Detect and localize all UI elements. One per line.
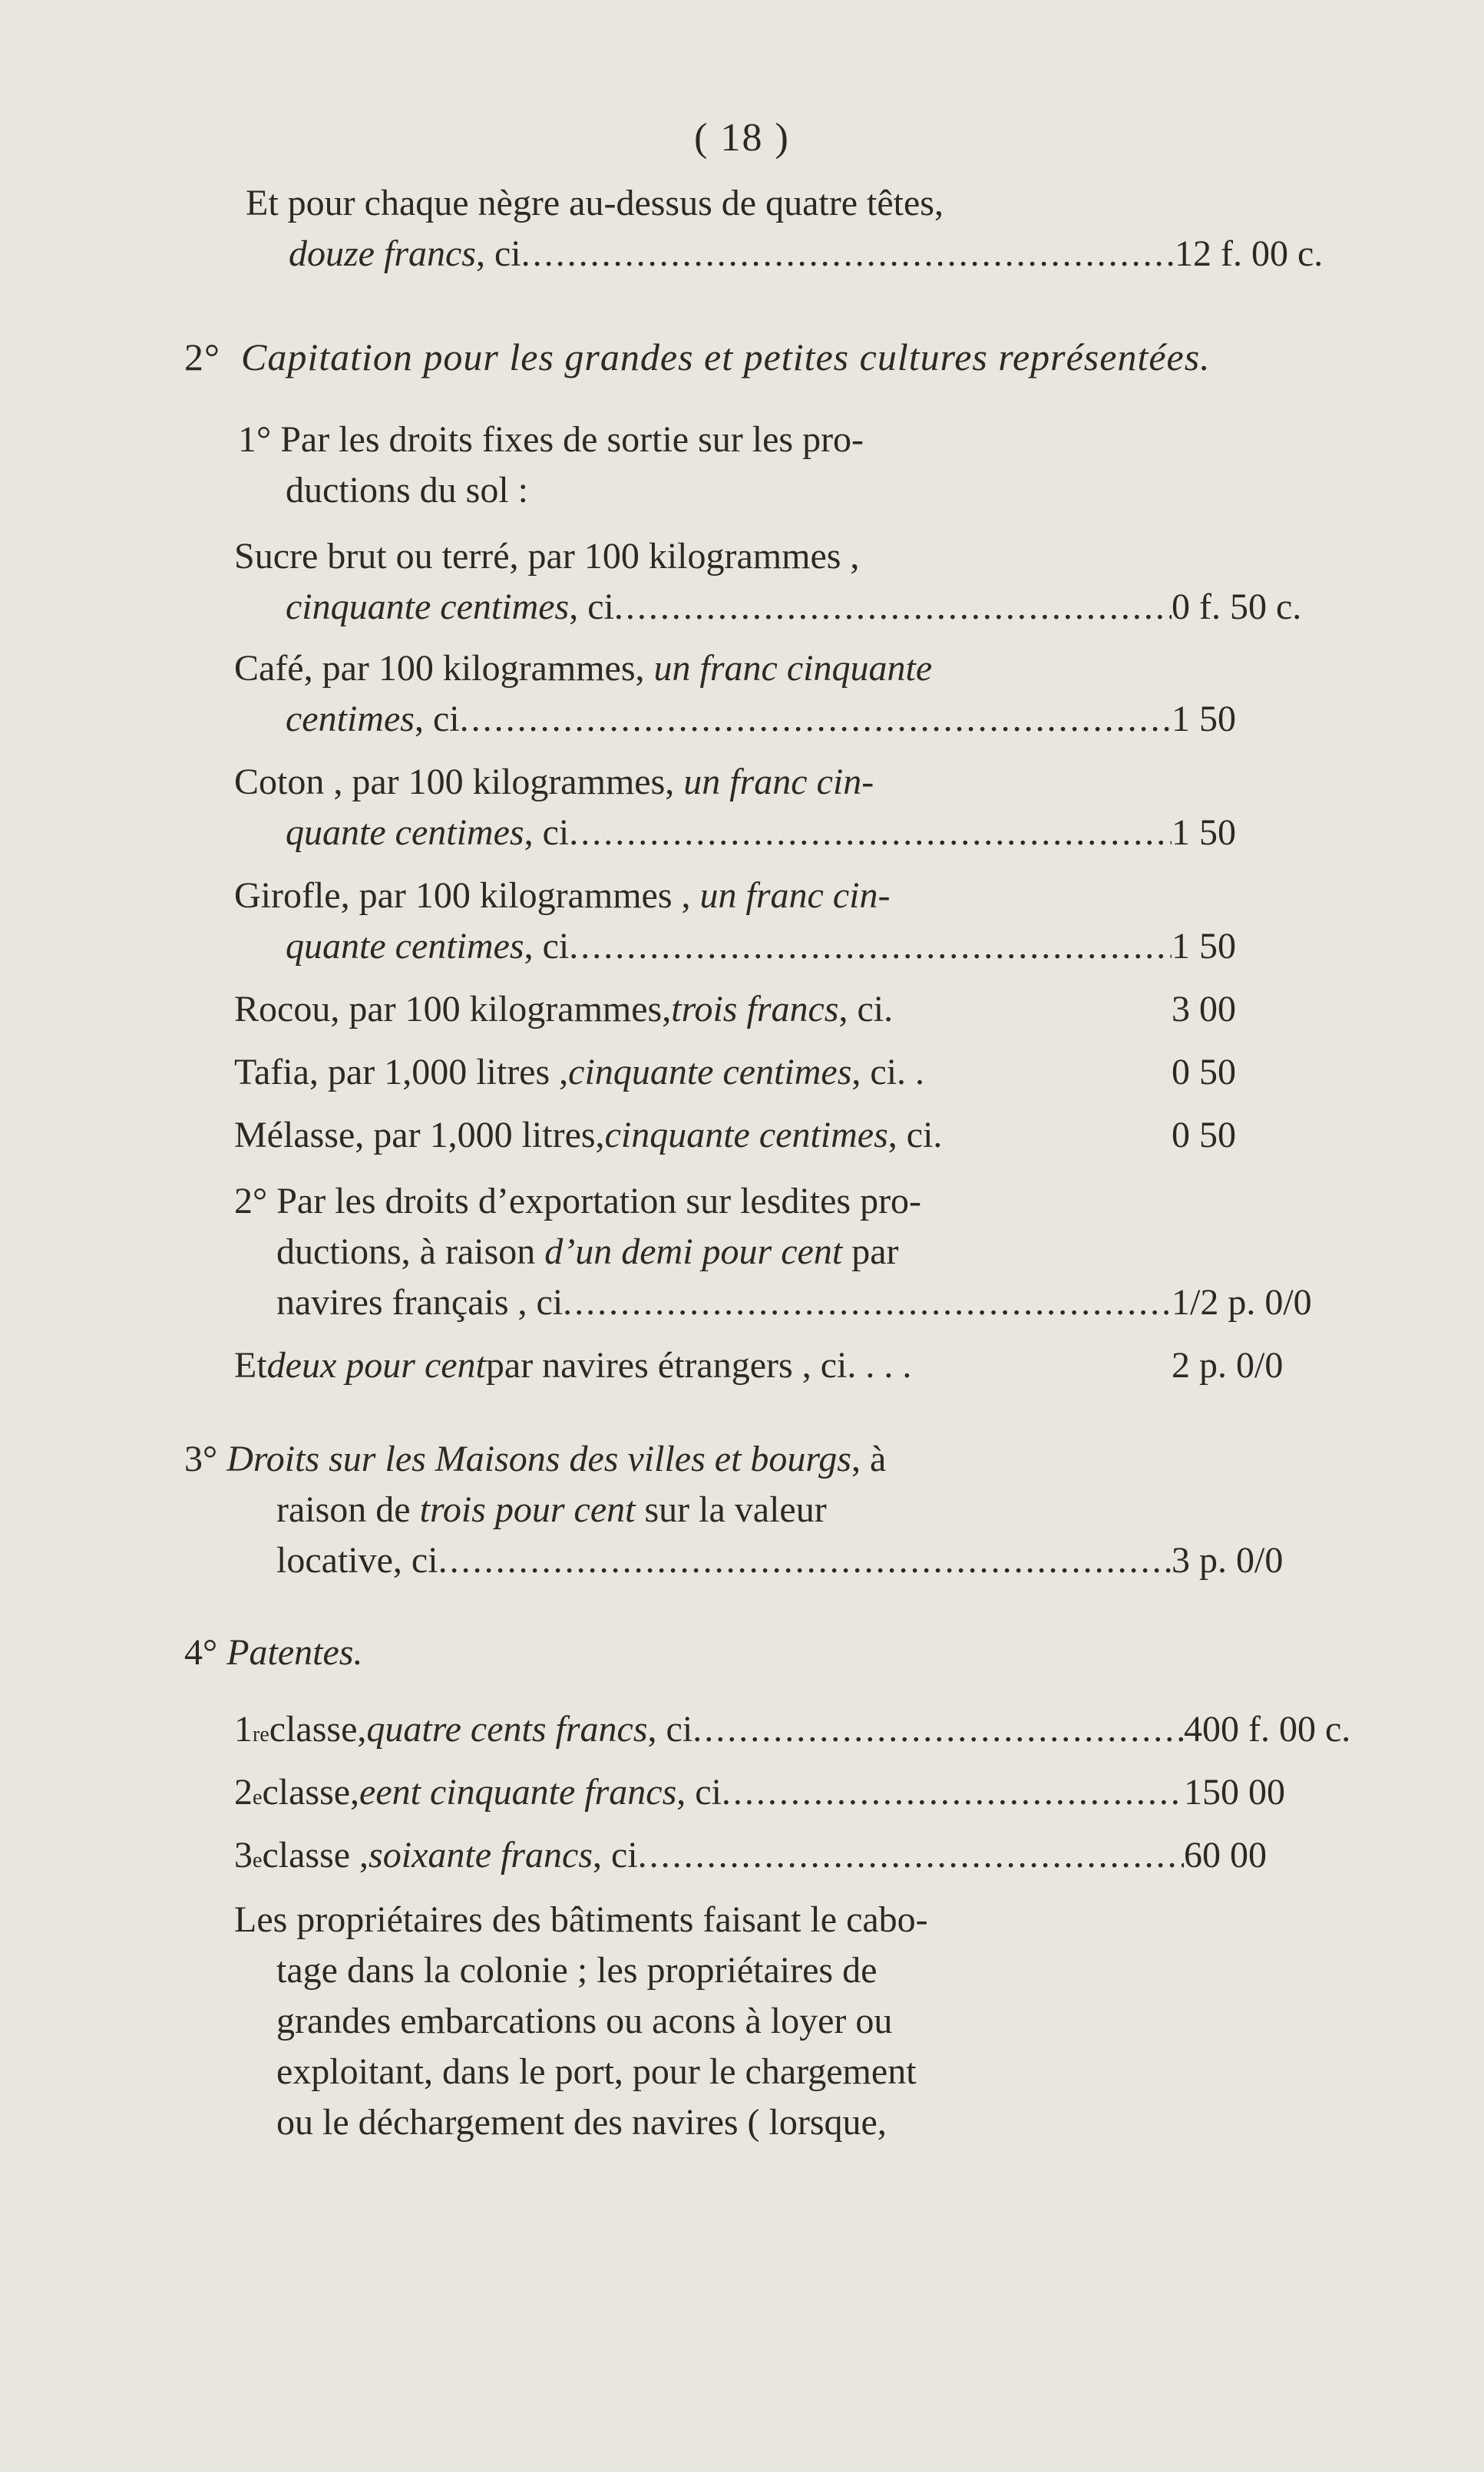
intro-line-1: Et pour chaque nègre au-dessus de quatre têtes, [246,183,944,223]
sub-2-line-2 [276,1227,898,1277]
sub-2-italic: deux pour cent [266,1345,486,1386]
item-cafe-line-1 [234,643,932,694]
item-coton-line-2 [286,808,1414,858]
intro-italic: douze francs [289,233,476,274]
item-italic: un franc cin- [699,875,891,916]
leader-dots [460,694,1172,745]
class-text: classe, [262,1772,360,1813]
item-girofle-line-2 [286,921,1414,972]
item-text: Coton , par 100 kilogrammes, [234,762,684,802]
section-3-line-1 [184,1434,886,1485]
item-rest: , ci [524,812,570,853]
section-3-text: locative, ci [276,1540,438,1581]
sub-2-text: Et [234,1345,267,1386]
class-text: , ci [676,1772,722,1813]
closing-line-3: grandes embarcations ou acons à loyer ou [276,2001,893,2041]
section-4-number: 4° [184,1632,218,1673]
item-italic: cinquante centimes [604,1115,888,1155]
item-amount: 0 f. 50 c. [1172,587,1302,627]
sub-2-line-3 [276,1277,1414,1328]
closing-line-1: Les propriétaires des bâtiments faisant le cabo- [234,1899,928,1940]
item-italic: un franc cin- [683,762,874,802]
item-text: Girofle, par 100 kilogrammes , [234,875,700,916]
section-4-heading [184,1628,362,1678]
section-2-heading [184,332,1211,382]
intro-amount: 12 f. 00 c. [1175,233,1324,274]
item-italic: un franc cinquante [653,648,933,689]
section-3-italic: trois pour cent [419,1489,636,1530]
item-amount: 0 50 [1172,1115,1236,1155]
class-text: , ci [593,1835,638,1875]
sub-2-amount: 1/2 p. 0/0 [1172,1282,1312,1323]
sub-1-line-1: 1° Par les droits fixes de sortie sur les pro- [238,419,864,460]
section-3-text: , à [851,1439,887,1479]
item-italic: quante centimes [286,926,524,967]
leader-dots [438,1535,1172,1586]
item-amount: 1 50 [1172,812,1236,853]
item-amount: 1 50 [1172,926,1236,967]
class-amount: 60 00 [1184,1835,1267,1875]
section-4-title: Patentes. [226,1632,363,1673]
item-text: Café, par 100 kilogrammes, [234,648,654,689]
class-text: classe , [262,1835,369,1875]
leader-dots [692,1704,1184,1755]
intro-rest: , ci [475,233,521,274]
class-1-row: 1 re classe, quatre cents francs , ci ..... 400 f. 00 c. [234,1704,1414,1755]
item-amount: 0 50 [1172,1052,1236,1092]
class-number: 2 [234,1772,253,1813]
section-3-amount: 3 p. 0/0 [1172,1540,1284,1581]
class-text: classe, [269,1709,367,1750]
section-3-number: 3° [184,1439,218,1479]
intro-line-2 [289,229,1417,279]
class-amount: 150 00 [1184,1772,1285,1813]
class-amount: 400 f. 00 c. [1184,1709,1351,1750]
section-2-number: 2° [184,335,220,378]
item-rest: , ci [569,587,614,627]
section-3-line-3 [276,1535,1414,1586]
item-amount: 1 50 [1172,699,1236,739]
sub-2-italic: d’un demi pour cent [544,1231,843,1272]
class-text: , ci [647,1709,693,1750]
leader-dots [563,1277,1172,1328]
class-3-row: 3 e classe , soixante francs , ci ..... 60 00 [234,1830,1414,1881]
section-3-line-2 [276,1485,827,1535]
item-cafe-line-2 [286,694,1414,745]
item-rest: , ci [414,699,460,739]
class-number: 1 [234,1709,253,1750]
item-italic: centimes [286,699,415,739]
item-italic: trois francs [671,989,839,1029]
item-text: Rocou, par 100 kilogrammes, [234,989,672,1029]
sub-2-amount: 2 p. 0/0 [1172,1345,1284,1386]
leader-dots [722,1767,1184,1818]
sub-1-line-2: ductions du sol : [286,470,529,511]
closing-line-4: exploitant, dans le port, pour le chargement [276,2051,917,2092]
class-number: 3 [234,1835,253,1875]
sub-2-line-1: 2° Par les droits d’exportation sur lesdites pro- [234,1181,922,1221]
class-2-row: 2 e classe, eent cinquante francs , ci ..... 150 00 [234,1767,1414,1818]
item-rest: , ci [524,926,570,967]
item-sucre-line-2 [286,582,1414,633]
sub-2-text: navires français , ci [276,1282,564,1323]
class-italic: soixante francs [369,1835,593,1875]
item-text: Tafia, par 1,000 litres , [234,1052,569,1092]
closing-line-5: ou le déchargement des navires ( lorsque, [276,2102,887,2143]
item-italic: cinquante centimes [286,587,570,627]
page-number: ( 18 ) [694,116,790,160]
section-3-text: raison de [276,1489,420,1530]
section-2-title: Capitation pour les grandes et petites cultures représentées. [241,335,1211,378]
item-italic: quante centimes [286,812,524,853]
leader-dots [569,808,1172,858]
item-tafia [234,1047,1414,1098]
leader-dots [614,582,1172,633]
sub-2-text: par [842,1231,899,1272]
item-rest: , ci. . [851,1052,925,1092]
sub-2-line-4 [234,1340,1414,1391]
class-italic: eent cinquante francs [359,1772,677,1813]
item-girofle-line-1 [234,871,890,921]
item-rest: , ci. [887,1115,943,1155]
item-rocou [234,984,1414,1035]
closing-line-2: tage dans la colonie ; les propriétaires de [276,1950,878,1991]
section-3-text: sur la valeur [635,1489,827,1530]
item-rest: , ci. [838,989,894,1029]
item-coton-line-1 [234,757,874,808]
item-melasse [234,1110,1414,1161]
class-italic: quatre cents francs [366,1709,648,1750]
leader-dots [569,921,1172,972]
item-text: Mélasse, par 1,000 litres, [234,1115,605,1155]
sub-2-text: par navires étrangers , ci. . . . [485,1345,912,1386]
item-italic: cinquante centimes [568,1052,852,1092]
sub-2-text: ductions, à raison [276,1231,545,1272]
item-amount: 3 00 [1172,989,1236,1029]
item-sucre-line-1: Sucre brut ou terré, par 100 kilogrammes , [234,536,860,577]
leader-dots [638,1830,1184,1881]
section-3-italic: Droits sur les Maisons des villes et bourgs [226,1439,851,1479]
leader-dots [521,229,1175,279]
